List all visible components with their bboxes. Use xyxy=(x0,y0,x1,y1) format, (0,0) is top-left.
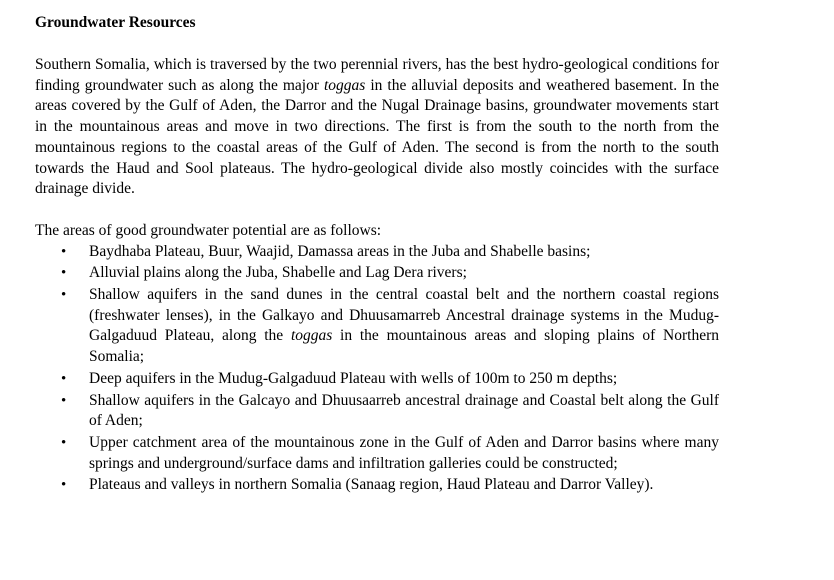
list-item xyxy=(35,475,719,496)
list-item-text: Baydhaba Plateau, Buur, Waajid, Damassa areas in the Juba and Shabelle basins; xyxy=(89,242,591,260)
list-item xyxy=(35,369,719,390)
list-item-text: Upper catchment area of the mountainous zone in the Gulf of Aden and Darror basins where many springs and underground/surface dams and infiltration galleries could be constructed; xyxy=(89,433,719,472)
list-item xyxy=(35,391,719,432)
bullet-icon: • xyxy=(61,434,67,451)
list-item xyxy=(35,433,719,474)
section-heading: Groundwater Resources xyxy=(35,14,196,31)
bullet-icon: • xyxy=(61,477,67,494)
intro-paragraph xyxy=(35,55,719,200)
list-item xyxy=(35,285,719,368)
paragraph-text-part1: Southern Somalia, which is traversed by the two perennial rivers, has the best hydro-geological conditions for finding groundwater such as along the major xyxy=(35,56,719,94)
bullet-icon: • xyxy=(61,287,67,304)
bullet-icon: • xyxy=(61,370,67,387)
list-item xyxy=(35,263,719,284)
list-item-text-part2: in the mountainous areas and sloping plains of Northern Somalia; xyxy=(89,327,719,366)
list-intro: The areas of good groundwater potential are as follows: xyxy=(35,221,382,239)
list-item-text xyxy=(89,286,719,365)
list-item-text: Alluvial plains along the Juba, Shabelle and Lag Dera rivers; xyxy=(89,264,467,282)
bullet-icon: • xyxy=(61,392,67,409)
list-item xyxy=(35,242,719,263)
list-item-italic-term: toggas xyxy=(290,327,333,345)
list-item-text: Shallow aquifers in the Galcayo and Dhuusaarreb ancestral drainage and Coastal belt along the Gulf of Aden; xyxy=(89,391,719,430)
bullet-icon: • xyxy=(61,243,67,260)
list-item-text: Deep aquifers in the Mudug-Galgaduud Plateau with wells of 100m to 250 m depths; xyxy=(89,369,618,387)
groundwater-areas-list xyxy=(35,242,719,496)
document-page xyxy=(35,12,719,497)
list-item-text: Plateaus and valleys in northern Somalia (Sanaag region, Haud Plateau and Darror Valley). xyxy=(89,476,654,494)
paragraph-italic-term: toggas xyxy=(324,76,366,94)
bullet-icon: • xyxy=(61,265,67,282)
paragraph-text-part2: in the alluvial deposits and weathered basement. In the areas covered by the Gulf of Aden, the Darror and the Nugal Drainage basins, groundwater movements start in the mountainous areas and move in two directions. The first is from the south to the north from the mountainous regions to the coastal areas of the Gulf of Aden. The second is from the north to the south towards the Haud and Sool plateaus. The hydro-geological divide also mostly coincides with the surface drainage divide. xyxy=(35,76,719,198)
list-item-text-part1: Shallow aquifers in the sand dunes in the central coastal belt and the northern coastal regions (freshwater lenses), in the Galkayo and Dhuusamarreb Ancestral drainage systems in the Mudug-Galgaduud Plateau, along the xyxy=(89,286,719,345)
